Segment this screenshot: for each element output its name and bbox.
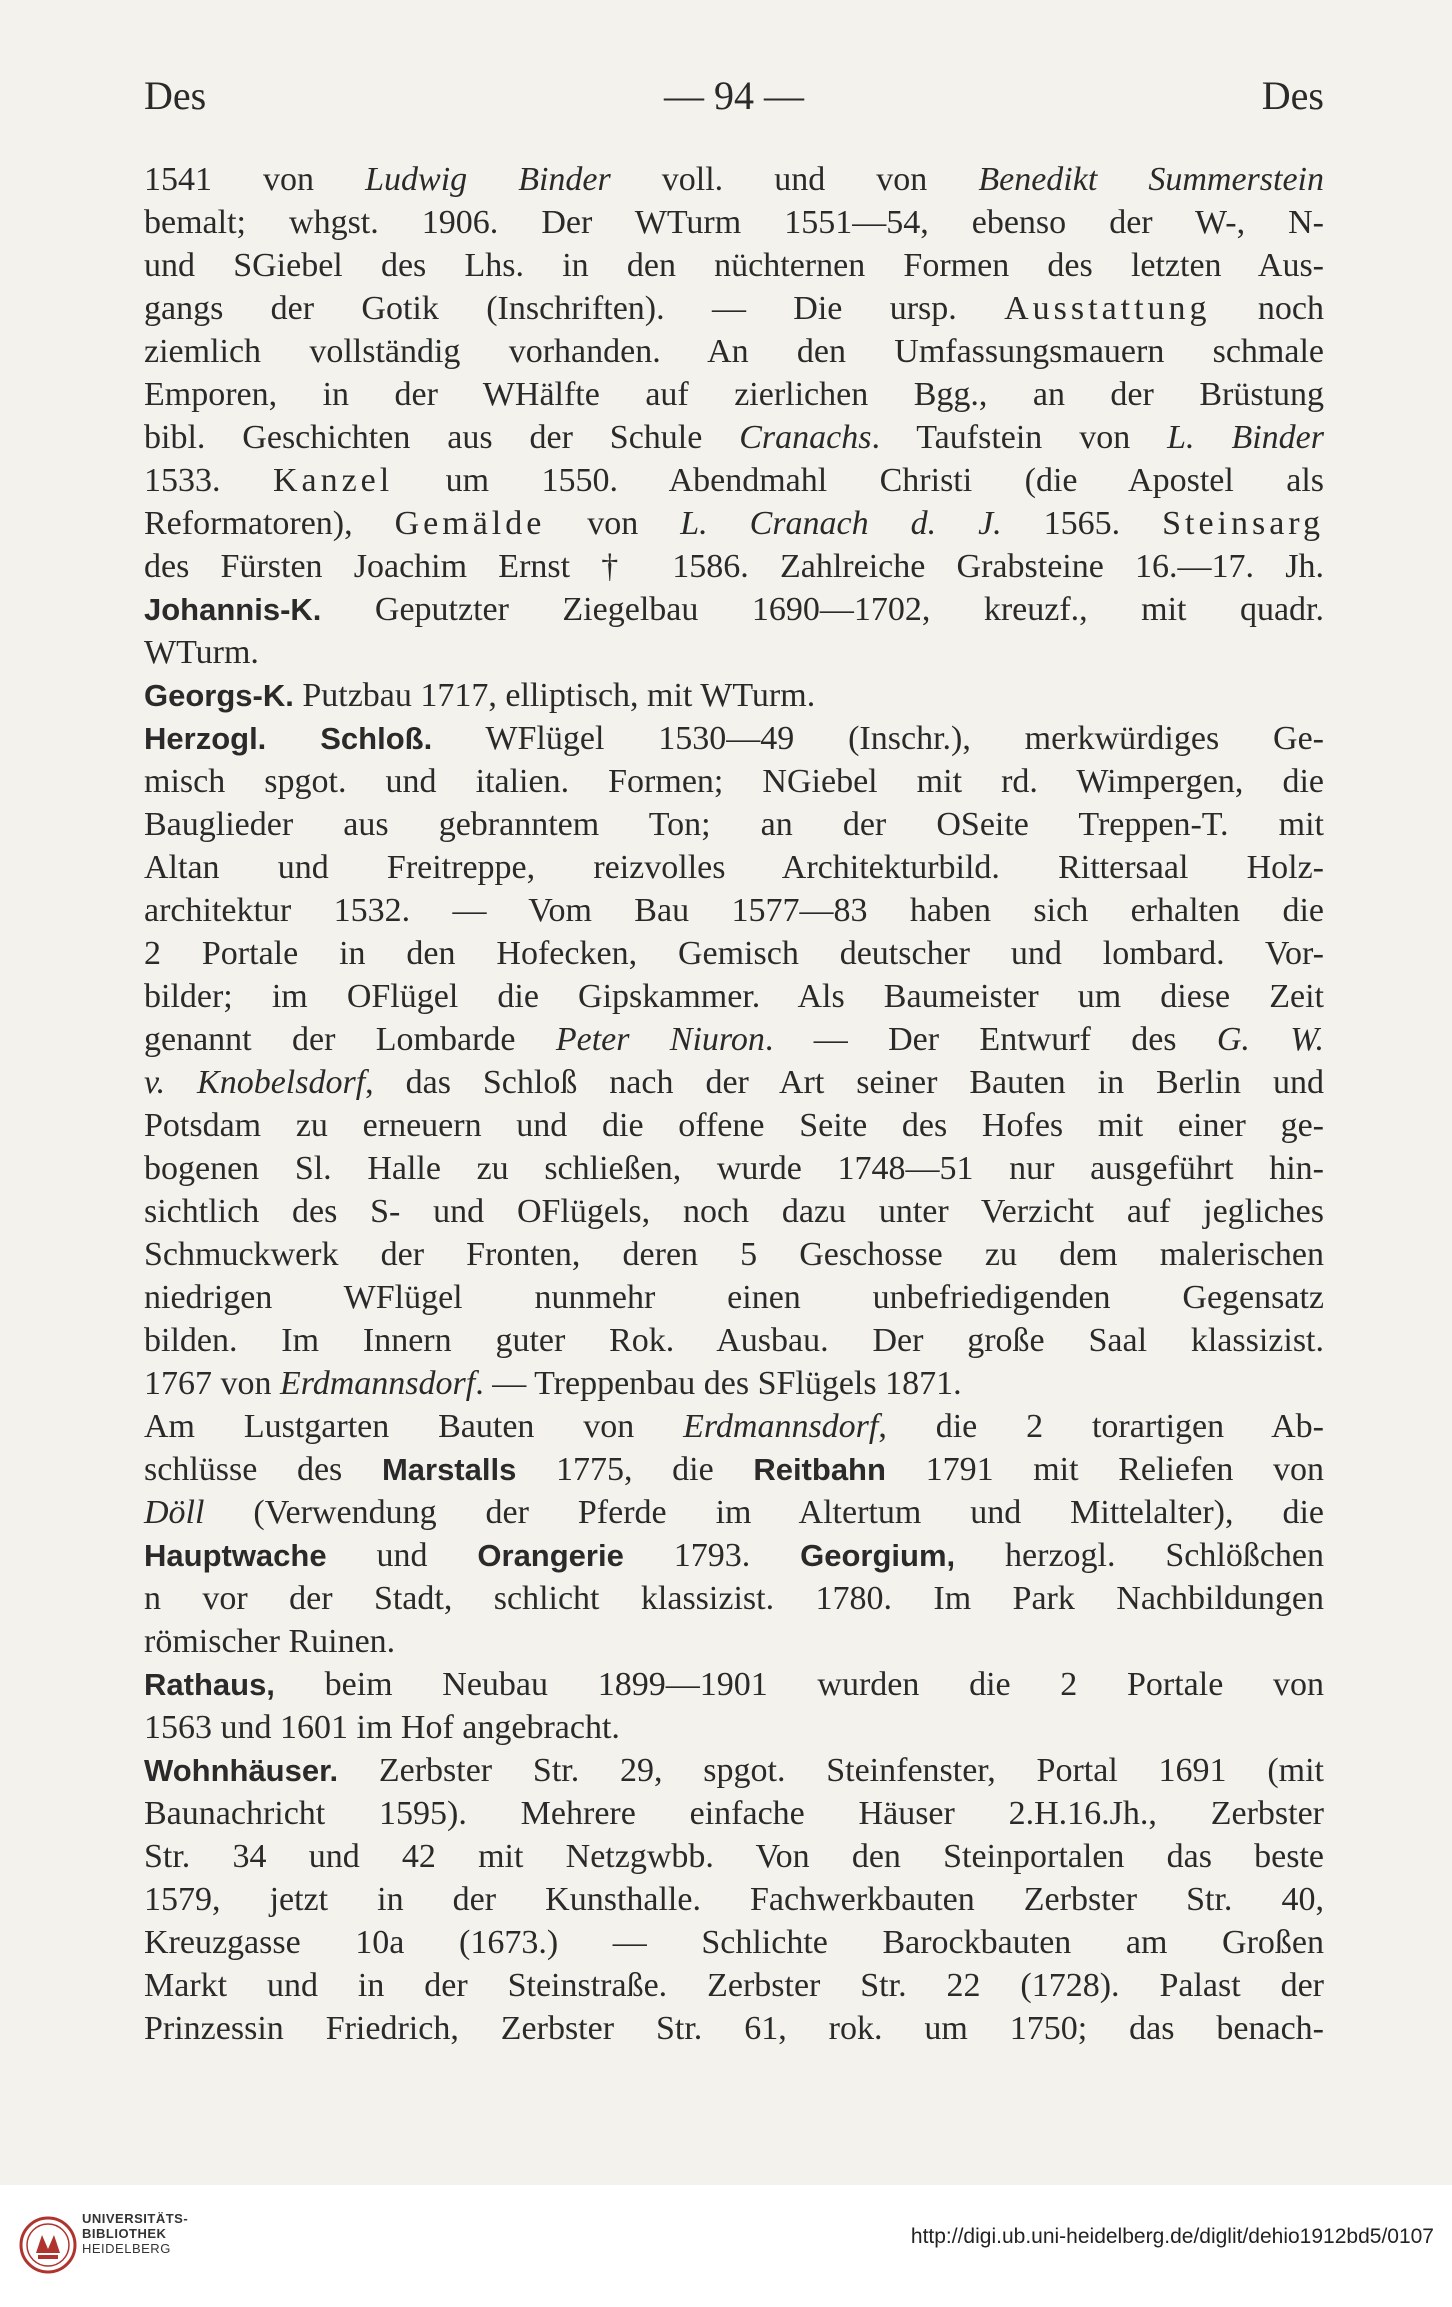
artist-name: Cranachs <box>739 419 872 456</box>
text-line <box>144 1706 1324 1749</box>
spaced-term: Gemälde <box>394 505 546 542</box>
text-line <box>144 201 1324 244</box>
text-line <box>144 803 1324 846</box>
text-segment: noch <box>1210 290 1324 327</box>
text-line <box>144 932 1324 975</box>
text-line <box>144 717 1324 760</box>
text-segment: beim Neubau 1899—1901 wurden die 2 Portale von <box>274 1666 1324 1703</box>
text-segment: bogenen Sl. Halle zu schließen, wurde 1748—51 nur ausgeführt hin- <box>144 1150 1324 1187</box>
text-segment: um 1550. Abendmahl Christi (die Apostel als <box>393 462 1325 499</box>
text-line <box>144 1233 1324 1276</box>
text-segment: architektur 1532. — Vom Bau 1577—83 haben sich erhalten die <box>144 892 1324 929</box>
text-line <box>144 244 1324 287</box>
text-line <box>144 1061 1324 1104</box>
text-segment: . — Der Entwurf des <box>764 1021 1217 1058</box>
artist-name: Erdmannsdorf <box>683 1408 879 1445</box>
text-segment: Geputzter Ziegelbau 1690—1702, kreuzf., mit quadr. <box>321 591 1324 628</box>
text-segment: misch spgot. und italien. Formen; NGiebel mit rd. Wimpergen, die <box>144 763 1324 800</box>
text-line <box>144 1534 1324 1577</box>
artist-name: Erdmannsdorf <box>280 1365 476 1402</box>
text-line <box>144 330 1324 373</box>
text-line <box>144 1104 1324 1147</box>
text-segment: , die 2 torartigen Ab- <box>878 1408 1325 1445</box>
text-segment: 1775, die <box>516 1451 754 1488</box>
text-segment: bilden. Im Innern guter Rok. Ausbau. Der große Saal klassizist. <box>144 1322 1324 1359</box>
text-line <box>144 287 1324 330</box>
running-head-right: Des <box>1261 73 1324 118</box>
text-segment: 1541 von <box>144 161 366 198</box>
logo-line-2: BIBLIOTHEK <box>82 2226 167 2241</box>
running-head-left: Des <box>144 73 207 118</box>
text-segment: Putzbau 1717, elliptisch, mit WTurm. <box>293 677 816 714</box>
text-segment: herzogl. Schlößchen <box>955 1537 1324 1574</box>
text-segment: 1579, jetzt in der Kunsthalle. Fachwerkbauten Zerbster Str. 40, <box>144 1881 1324 1918</box>
text-line <box>144 1448 1324 1491</box>
keyword-heading: Orangerie <box>477 1538 624 1573</box>
artist-name: Ludwig Binder <box>365 161 611 198</box>
artist-name: Döll <box>144 1494 205 1531</box>
keyword-heading: Georgium, <box>800 1538 956 1573</box>
text-segment: Baunachricht 1595). Mehrere einfache Häuser 2.H.16.Jh., Zerbster <box>144 1795 1324 1832</box>
logo-line-3: HEIDELBERG <box>82 2241 171 2256</box>
artist-name: G. W. <box>1216 1021 1324 1058</box>
spaced-term: Ausstattung <box>1004 290 1211 327</box>
text-line <box>144 1792 1324 1835</box>
text-segment: von <box>545 505 681 542</box>
text-line <box>144 1921 1324 1964</box>
text-line <box>144 1878 1324 1921</box>
text-line <box>144 459 1324 502</box>
text-segment: römischer Ruinen. <box>144 1623 396 1660</box>
keyword-heading: Wohnhäuser. <box>144 1753 339 1788</box>
keyword-heading: Hauptwache <box>144 1538 327 1573</box>
text-line <box>144 1362 1324 1405</box>
text-line <box>144 1405 1324 1448</box>
text-line <box>144 1147 1324 1190</box>
text-line <box>144 502 1324 545</box>
text-segment: schlüsse des <box>144 1451 382 1488</box>
text-line <box>144 889 1324 932</box>
text-line <box>144 1190 1324 1233</box>
keyword-heading: Georgs-K. <box>144 678 294 713</box>
artist-name: L. Cranach d. J. <box>680 505 1002 542</box>
page-number: — 94 — <box>664 73 804 118</box>
text-line <box>144 158 1324 201</box>
text-segment: Zerbster Str. 29, spgot. Steinfenster, Portal 1691 (mit <box>338 1752 1324 1789</box>
text-segment: Emporen, in der WHälfte auf zierlichen Bgg., an der Brüstung <box>144 376 1324 413</box>
text-line <box>144 545 1324 588</box>
artist-name: Benedikt Summerstein <box>978 161 1324 198</box>
text-segment: 1565. <box>1001 505 1163 542</box>
footer <box>0 2185 1452 2307</box>
text-segment: genannt der Lombarde <box>144 1021 556 1058</box>
text-line <box>144 1835 1324 1878</box>
text-segment: 2 Portale in den Hofecken, Gemisch deutscher und lombard. Vor- <box>144 935 1324 972</box>
text-line <box>144 1018 1324 1061</box>
logo-line-1: UNIVERSITÄTS- <box>82 2211 189 2226</box>
text-segment: Bauglieder aus gebranntem Ton; an der OSeite Treppen-T. mit <box>144 806 1324 843</box>
text-segment: und <box>326 1537 478 1574</box>
text-segment: Str. 34 und 42 mit Netzgwbb. Von den Steinportalen das beste <box>144 1838 1324 1875</box>
spaced-term: Kanzel <box>272 462 394 499</box>
text-line <box>144 1964 1324 2007</box>
text-line <box>144 1276 1324 1319</box>
text-line <box>144 2007 1324 2050</box>
artist-name: L. Binder <box>1167 419 1324 456</box>
text-line <box>144 1663 1324 1706</box>
text-segment: bibl. Geschichten aus der Schule <box>144 419 740 456</box>
text-segment: . Taufstein von <box>871 419 1168 456</box>
text-segment: Schmuckwerk der Fronten, deren 5 Geschosse zu dem malerischen <box>144 1236 1324 1273</box>
spaced-term: Steinsarg <box>1162 505 1325 542</box>
text-line <box>144 1319 1324 1362</box>
text-segment: 1791 mit Reliefen von <box>885 1451 1324 1488</box>
text-line <box>144 1491 1324 1534</box>
text-line <box>144 674 1324 717</box>
text-segment: sichtlich des S- und OFlügels, noch dazu unter Verzicht auf jegliches <box>144 1193 1324 1230</box>
text-segment: niedrigen WFlügel nunmehr einen unbefriedigenden Gegensatz <box>144 1279 1324 1316</box>
text-segment: 1533. <box>144 462 273 499</box>
artist-name: Peter Niuron <box>555 1021 765 1058</box>
text-line <box>144 846 1324 889</box>
keyword-heading: Rathaus, <box>144 1667 275 1702</box>
body-text <box>144 158 1324 2050</box>
text-segment: voll. und von <box>610 161 979 198</box>
text-line <box>144 1749 1324 1792</box>
text-line <box>144 1577 1324 1620</box>
text-segment: und SGiebel des Lhs. in den nüchternen Formen des letzten Aus- <box>144 247 1324 284</box>
text-segment: bemalt; whgst. 1906. Der WTurm 1551—54, ebenso der W-, N- <box>144 204 1324 241</box>
text-segment: 1793. <box>623 1537 801 1574</box>
text-segment: Reformatoren), <box>144 505 395 542</box>
library-logo-text <box>82 2211 188 2256</box>
keyword-heading: Marstalls <box>381 1452 517 1487</box>
text-segment: Prinzessin Friedrich, Zerbster Str. 61, rok. um 1750; das benach- <box>144 2010 1324 2047</box>
text-segment: Potsdam zu erneuern und die offene Seite des Hofes mit einer ge- <box>144 1107 1324 1144</box>
keyword-heading: Johannis-K. <box>144 592 322 627</box>
text-line <box>144 631 1324 674</box>
text-line <box>144 1620 1324 1663</box>
text-line <box>144 760 1324 803</box>
text-line <box>144 373 1324 416</box>
text-segment: Kreuzgasse 10a (1673.) — Schlichte Barockbauten am Großen <box>144 1924 1324 1961</box>
text-segment: . — Treppenbau des SFlügels 1871. <box>475 1365 962 1402</box>
text-segment: Altan und Freitreppe, reizvolles Architekturbild. Rittersaal Holz- <box>144 849 1324 886</box>
text-segment: (Verwendung der Pferde im Altertum und Mittelalter), die <box>204 1494 1324 1531</box>
text-line <box>144 588 1324 631</box>
text-segment: bilder; im OFlügel die Gipskammer. Als Baumeister um diese Zeit <box>144 978 1324 1015</box>
text-line <box>144 975 1324 1018</box>
text-segment: Am Lustgarten Bauten von <box>144 1408 684 1445</box>
artist-name: v. Knobelsdorf <box>144 1064 366 1101</box>
text-segment: Markt und in der Steinstraße. Zerbster Str. 22 (1728). Palast der <box>144 1967 1324 2004</box>
text-segment: n vor der Stadt, schlicht klassizist. 1780. Im Park Nachbildungen <box>144 1580 1324 1617</box>
text-segment: gangs der Gotik (Inschriften). — Die ursp. <box>144 290 1005 327</box>
text-segment: ziemlich vollständig vorhanden. An den Umfassungsmauern schmale <box>144 333 1324 370</box>
text-segment: WTurm. <box>144 634 259 671</box>
text-line <box>144 416 1324 459</box>
text-segment: 1767 von <box>144 1365 280 1402</box>
keyword-heading: Herzogl. Schloß. <box>144 721 433 756</box>
text-segment: des Fürsten Joachim Ernst † 1586. Zahlreiche Grabsteine 16.—17. Jh. <box>144 548 1324 585</box>
text-segment: WFlügel 1530—49 (Inschr.), merkwürdiges Ge- <box>432 720 1324 757</box>
text-segment: , das Schloß nach der Art seiner Bauten in Berlin und <box>365 1064 1324 1101</box>
keyword-heading: Reitbahn <box>753 1452 886 1487</box>
source-url[interactable]: http://digi.ub.uni-heidelberg.de/diglit/dehio1912bd5/0107 <box>910 2225 1434 2248</box>
text-segment: 1563 und 1601 im Hof angebracht. <box>144 1709 620 1746</box>
